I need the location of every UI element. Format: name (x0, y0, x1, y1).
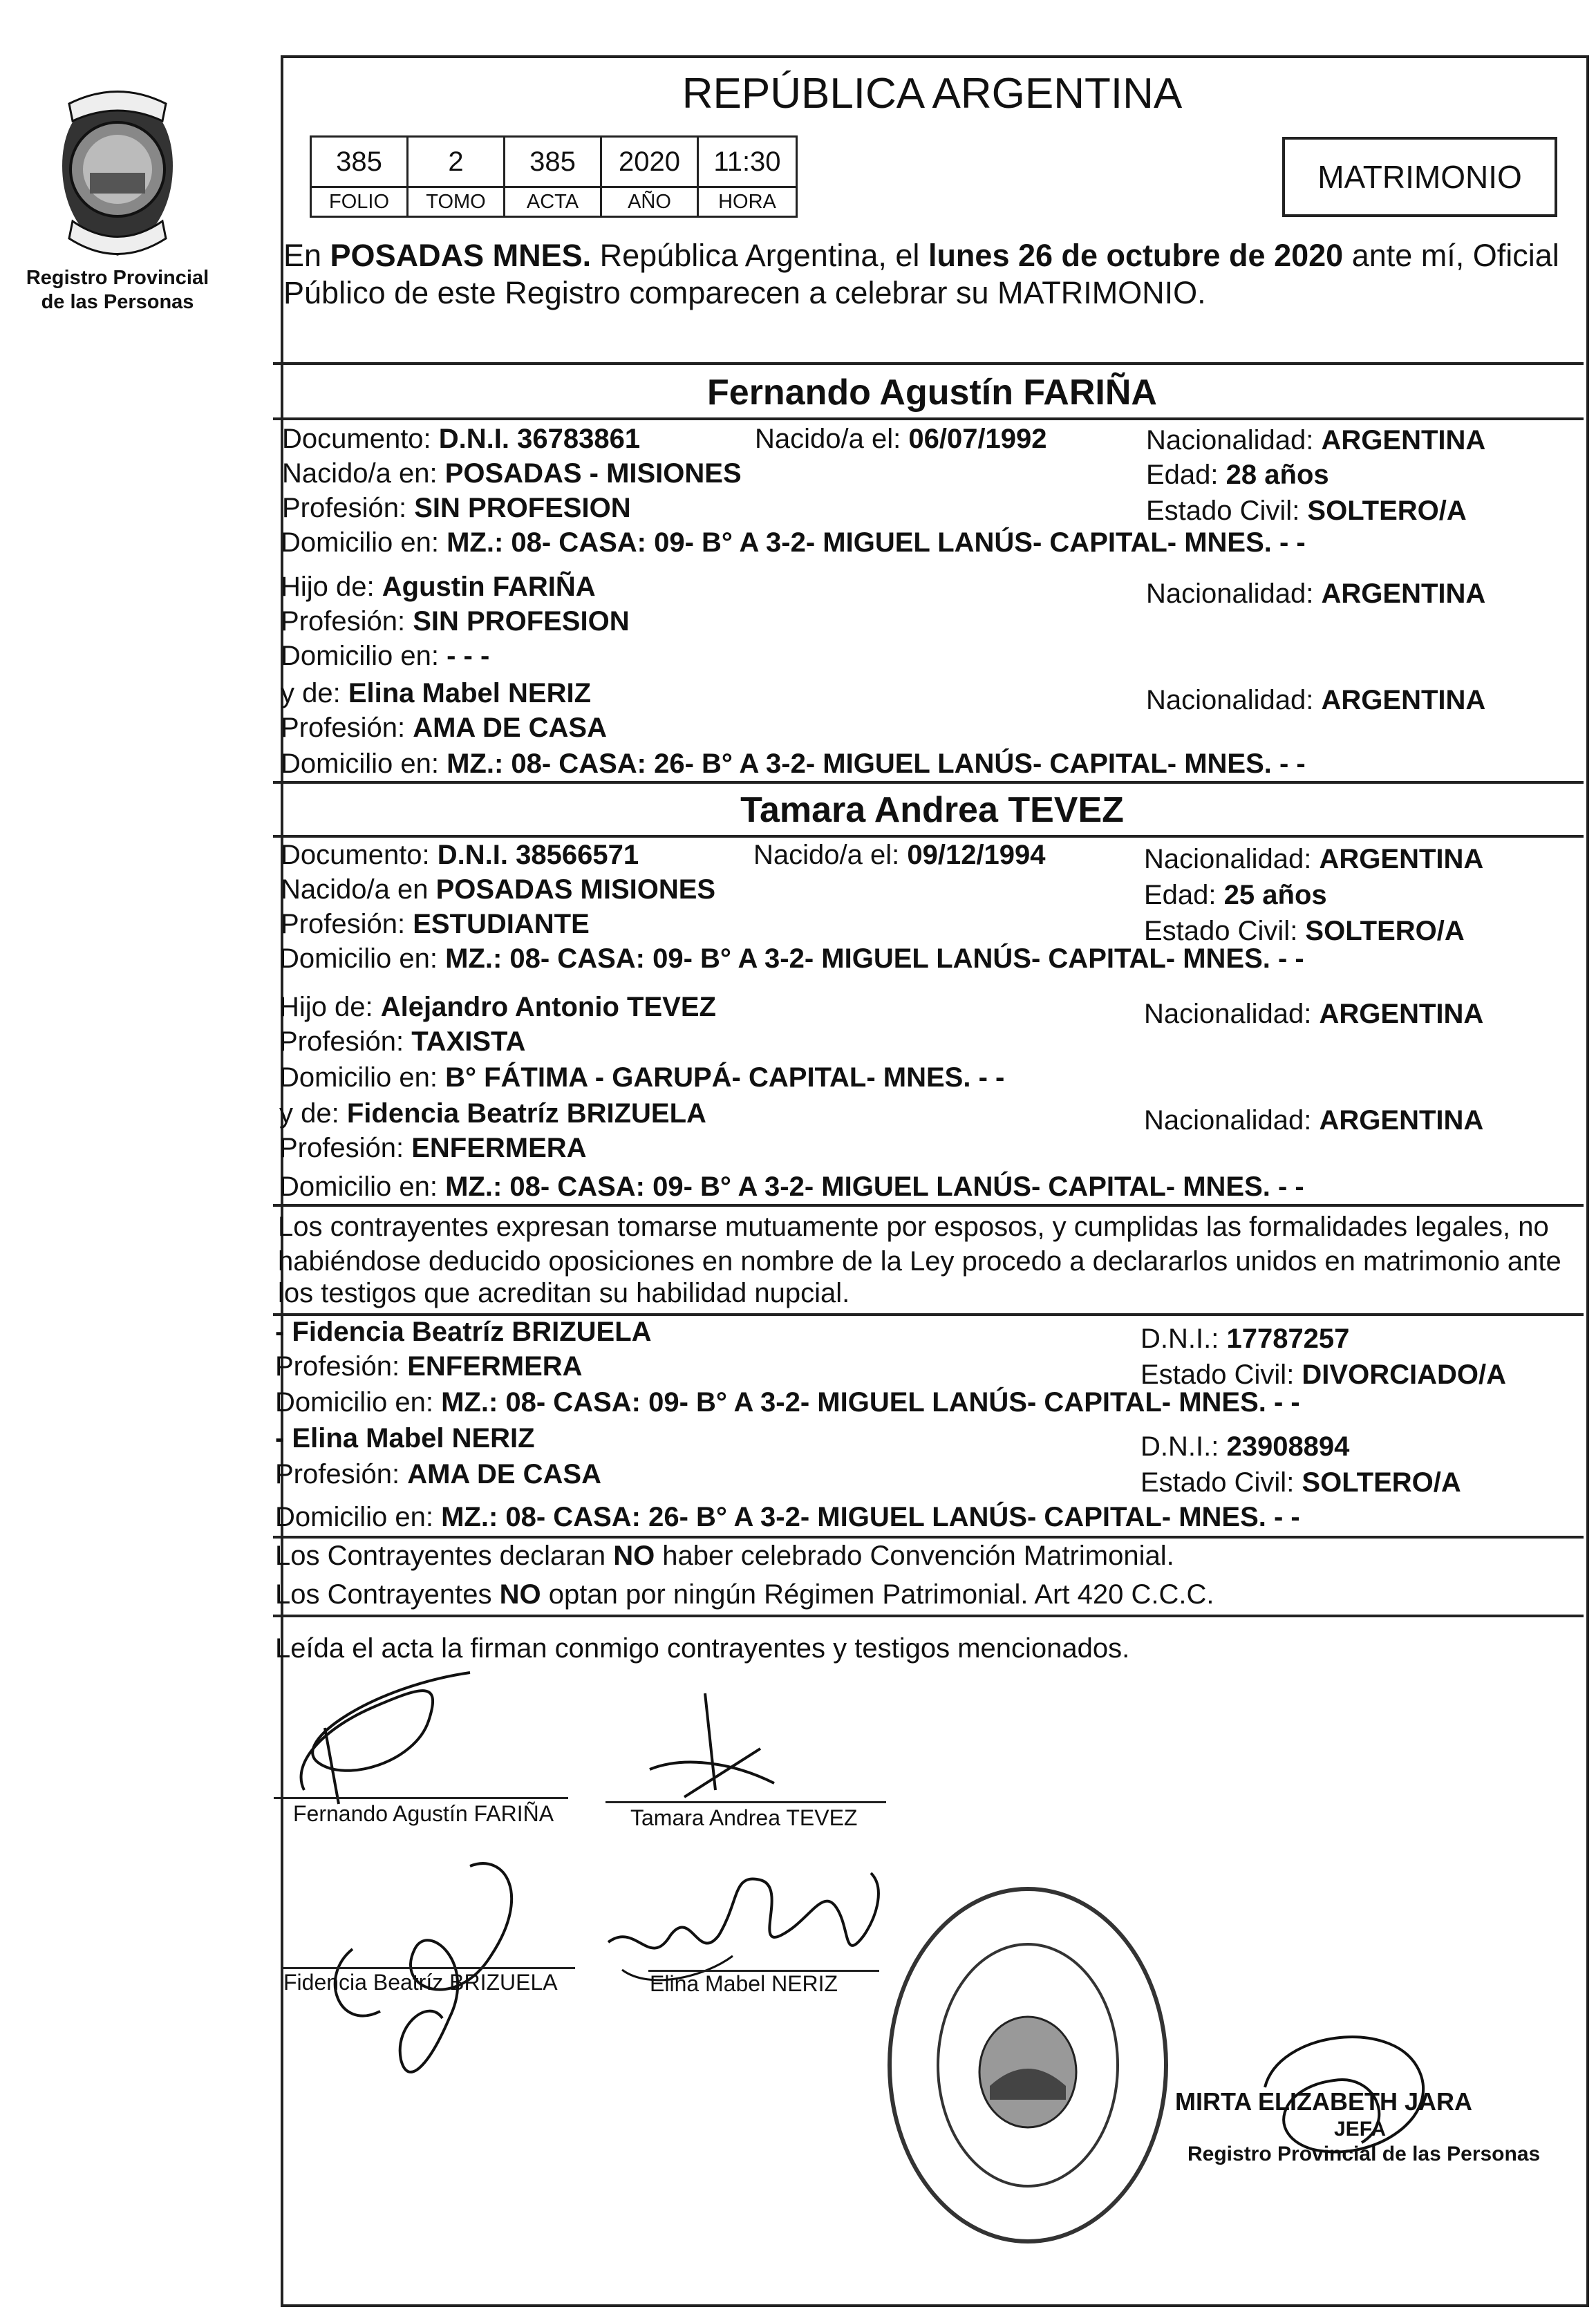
spouse1-birthdate (755, 423, 1047, 455)
signature-label-witness2: Elina Mabel NERIZ (650, 1971, 838, 1996)
hour-label: HORA (718, 191, 776, 213)
spouse1-doc-value: D.N.I. 36783861 (438, 424, 641, 454)
folio-label: FOLIO (328, 191, 389, 213)
spouse1-father-profession (281, 605, 630, 637)
text: optan por ningún Régimen Patrimonial. Art 420 C.C.C. (541, 1579, 1214, 1610)
declaration-line-3: los testigos que acreditan su habilidad nupcial. (278, 1278, 850, 1308)
signature-spouse1-scribble (263, 1645, 567, 1811)
intro-city: POSADAS MNES. (330, 238, 592, 273)
spouse2-birthplace (281, 874, 715, 905)
signature-label-spouse1: Fernando Agustín FARIÑA (293, 1801, 554, 1826)
value: B° FÁTIMA - GARUPÁ- CAPITAL- MNES. - - (445, 1062, 1005, 1093)
emphasis: NO (613, 1541, 655, 1571)
value: SIN PROFESION (413, 606, 630, 637)
acta-label: ACTA (526, 191, 579, 213)
divider (273, 1615, 1584, 1617)
signature-label-spouse2: Tamara Andrea TEVEZ (630, 1805, 858, 1830)
label: Nacionalidad: (1144, 1105, 1320, 1136)
label: Domicilio en: (275, 1502, 442, 1532)
intro-line-2: Público de este Registro comparecen a celebrar su MATRIMONIO. (283, 275, 1206, 310)
registry-caption (21, 266, 214, 314)
spouse2-mother-address (279, 1171, 1304, 1203)
value: MZ.: 08- CASA: 09- B° A 3-2- MIGUEL LANÚS- CAPITAL- MNES. - - (441, 1387, 1300, 1418)
hour-cell (699, 138, 796, 216)
spouse2-father-profession (279, 1026, 525, 1057)
value: ARGENTINA (1321, 685, 1486, 715)
value: ARGENTINA (1319, 1105, 1484, 1136)
emphasis: NO (499, 1579, 541, 1610)
spouse2-mother-value: Fidencia Beatríz BRIZUELA (346, 1098, 706, 1129)
label: Nacionalidad: (1144, 999, 1320, 1029)
spouse2-birthplace-value: POSADAS MISIONES (435, 874, 716, 905)
label: Documento: (281, 840, 438, 870)
spouse2-address-value: MZ.: 08- CASA: 09- B° A 3-2- MIGUEL LANÚS- CAPITAL- MNES. - - (445, 943, 1304, 974)
spouse1-father-value: Agustin FARIÑA (382, 572, 596, 602)
tomo-cell (409, 138, 505, 216)
label: Domicilio en: (279, 943, 446, 974)
document-type: MATRIMONIO (1317, 159, 1522, 195)
spouse2-prof-value: ESTUDIANTE (413, 909, 590, 939)
label: Profesión: (275, 1351, 408, 1382)
spouse2-nationality (1144, 843, 1483, 875)
page-title: REPÚBLICA ARGENTINA (682, 70, 1183, 117)
spouse2-birthdate (753, 839, 1046, 871)
spouse2-mother (279, 1098, 706, 1129)
value: AMA DE CASA (413, 713, 607, 743)
tomo-label: TOMO (426, 191, 486, 213)
spouse1-father (281, 571, 596, 603)
label: Edad: (1144, 880, 1224, 910)
label: Profesión: (282, 493, 415, 523)
spouse1-mother-address (281, 748, 1306, 780)
spouse1-birthplace (282, 458, 742, 489)
witness1-dni (1140, 1323, 1349, 1355)
acta-value: 385 (505, 138, 600, 188)
value: SOLTERO/A (1302, 1467, 1461, 1498)
label: Nacionalidad: (1146, 685, 1322, 715)
label: D.N.I.: (1140, 1431, 1227, 1462)
spouse1-mother (281, 677, 591, 709)
province-seal-logo (41, 83, 194, 270)
value: ENFERMERA (411, 1133, 587, 1163)
spouse1-civil-value: SOLTERO/A (1307, 496, 1467, 526)
label: Profesión: (281, 909, 413, 939)
spouse2-father-nationality (1144, 998, 1483, 1030)
divider (273, 362, 1584, 365)
spouse2-father (279, 991, 716, 1023)
declaration-line-1: Los contrayentes expresan tomarse mutuamente por esposos, y cumplidas las formalidades legales, no (278, 1212, 1549, 1242)
label: Domicilio en: (279, 1172, 446, 1202)
spouse1-address-value: MZ.: 08- CASA: 09- B° A 3-2- MIGUEL LANÚS- CAPITAL- MNES. - - (447, 527, 1306, 558)
spouse1-age-value: 28 años (1226, 460, 1329, 490)
spouse1-nat-value: ARGENTINA (1321, 425, 1486, 455)
value: DIVORCIADO/A (1302, 1360, 1506, 1390)
value: MZ.: 08- CASA: 26- B° A 3-2- MIGUEL LANÚS- CAPITAL- MNES. - - (447, 749, 1306, 779)
spouse2-address (279, 943, 1304, 975)
label: Domicilio en: (279, 1062, 446, 1093)
label: Domicilio en: (281, 527, 447, 558)
officer-office: Registro Provincial de las Personas (1187, 2143, 1541, 2165)
spouse1-profession (282, 492, 631, 524)
value: AMA DE CASA (407, 1459, 601, 1489)
convention-line-1 (275, 1540, 1174, 1572)
intro-text-2: República Argentina, el (591, 238, 928, 273)
spouse2-age-value: 25 años (1223, 880, 1327, 910)
registry-line-2: de las Personas (41, 291, 194, 313)
spouse2-birthdate-value: 09/12/1994 (907, 840, 1046, 870)
label: D.N.I.: (1140, 1324, 1227, 1354)
closing-statement: Leída el acta la firman conmigo contrayentes y testigos mencionados. (275, 1633, 1130, 1664)
spouse2-mother-profession (279, 1132, 587, 1164)
value: TAXISTA (411, 1026, 526, 1057)
spouse1-mother-nationality (1146, 684, 1485, 716)
label: Estado Civil: (1146, 496, 1308, 526)
divider (273, 1536, 1584, 1539)
spouse1-civil-status (1146, 495, 1467, 527)
year-cell (602, 138, 699, 216)
divider (273, 417, 1584, 420)
divider (273, 781, 1584, 784)
label: y de: (279, 1098, 347, 1129)
label: Hijo de: (279, 992, 381, 1022)
intro-text-3: ante mí, Oficial (1343, 238, 1559, 273)
spouse1-birthplace-value: POSADAS - MISIONES (444, 458, 742, 489)
witness1-name: - Fidencia Beatríz BRIZUELA (275, 1317, 652, 1347)
year-value: 2020 (602, 138, 697, 188)
text: haber celebrado Convención Matrimonial. (655, 1541, 1174, 1571)
label: Profesión: (275, 1459, 408, 1489)
spouse2-age (1144, 879, 1327, 911)
value: ENFERMERA (407, 1351, 583, 1382)
spouse1-address (281, 527, 1306, 558)
label: Nacido/a en (281, 874, 436, 905)
value: ARGENTINA (1321, 578, 1486, 609)
label: Nacido/a el: (755, 424, 909, 454)
spouse1-age (1146, 459, 1329, 491)
spouse1-father-address (281, 640, 489, 672)
spouse1-document (282, 423, 640, 455)
intro-text-1: En (283, 238, 330, 273)
witness1-profession (275, 1351, 583, 1382)
witness2-civil-status (1140, 1467, 1461, 1498)
document-type-box (1282, 137, 1557, 217)
signature-witness2-scribble (594, 1859, 899, 2025)
label: Domicilio en: (281, 641, 447, 671)
label: Estado Civil: (1140, 1360, 1302, 1390)
signature-line-spouse1 (274, 1797, 568, 1799)
label: Profesión: (281, 606, 413, 637)
value: MZ.: 08- CASA: 26- B° A 3-2- MIGUEL LANÚS- CAPITAL- MNES. - - (441, 1502, 1300, 1532)
signature-line-spouse2 (605, 1801, 886, 1803)
intro-line-1 (283, 238, 1559, 274)
label: Nacionalidad: (1146, 425, 1322, 455)
folio-value: 385 (312, 138, 406, 188)
record-number-table (310, 135, 798, 218)
label: Domicilio en: (281, 749, 447, 779)
intro-date: lunes 26 de octubre de 2020 (928, 238, 1344, 273)
spouse2-profession (281, 908, 590, 940)
label: Hijo de: (281, 572, 382, 602)
label: y de: (281, 678, 348, 708)
spouse1-mother-profession (281, 712, 607, 744)
value: 17787257 (1226, 1324, 1350, 1354)
spouse2-father-value: Alejandro Antonio TEVEZ (380, 992, 716, 1022)
witness2-dni (1140, 1431, 1349, 1462)
value: - - - (447, 641, 490, 671)
tomo-value: 2 (409, 138, 503, 188)
spouse1-mother-value: Elina Mabel NERIZ (348, 678, 592, 708)
spouse1-name: Fernando Agustín FARIÑA (707, 373, 1157, 413)
divider (273, 835, 1584, 838)
value: MZ.: 08- CASA: 09- B° A 3-2- MIGUEL LANÚS- CAPITAL- MNES. - - (445, 1172, 1304, 1202)
witness2-address (275, 1501, 1300, 1533)
official-registry-stamp (879, 1879, 1176, 2252)
label: Profesión: (279, 1026, 412, 1057)
label: Documento: (282, 424, 439, 454)
spouse1-father-nationality (1146, 578, 1485, 610)
hour-value: 11:30 (699, 138, 796, 188)
signature-spouse2-scribble (622, 1686, 802, 1811)
spouse2-document (281, 839, 639, 871)
label: Profesión: (279, 1133, 412, 1163)
label: Profesión: (281, 713, 413, 743)
signature-label-witness1: Fidencia Beatríz BRIZUELA (283, 1970, 558, 1995)
label: Estado Civil: (1140, 1467, 1302, 1498)
year-label: AÑO (628, 191, 671, 213)
label: Edad: (1146, 460, 1226, 490)
registry-line-1: Registro Provincial (26, 267, 209, 289)
folio-cell (312, 138, 409, 216)
label: Nacido/a en: (282, 458, 445, 489)
spouse2-doc-value: D.N.I. 38566571 (437, 840, 639, 870)
declaration-line-2: habiéndose deducido oposiciones en nombre de la Ley procedo a declararlos unidos en matrimonio ante (278, 1246, 1561, 1277)
spouse2-father-address (279, 1062, 1004, 1093)
spouse2-name: Tamara Andrea TEVEZ (740, 790, 1124, 830)
label: Nacionalidad: (1144, 844, 1320, 874)
officer-role: JEFA (1334, 2118, 1387, 2141)
convention-line-2 (275, 1579, 1214, 1610)
spouse1-nationality (1146, 424, 1485, 456)
officer-name: MIRTA ELIZABETH JARA (1175, 2087, 1472, 2116)
spouse1-prof-value: SIN PROFESION (414, 493, 631, 523)
label: Domicilio en: (275, 1387, 442, 1418)
spouse1-birthdate-value: 06/07/1992 (908, 424, 1047, 454)
text: Los Contrayentes declaran (275, 1541, 614, 1571)
witness1-address (275, 1386, 1300, 1418)
acta-cell (505, 138, 602, 216)
label: Nacido/a el: (753, 840, 908, 870)
divider (273, 1204, 1584, 1207)
spouse2-mother-nationality (1144, 1104, 1483, 1136)
spouse2-nat-value: ARGENTINA (1319, 844, 1484, 874)
text: Los Contrayentes (275, 1579, 500, 1610)
label: Estado Civil: (1144, 916, 1306, 946)
spouse2-civil-value: SOLTERO/A (1305, 916, 1465, 946)
witness2-name: - Elina Mabel NERIZ (275, 1423, 535, 1454)
label: Nacionalidad: (1146, 578, 1322, 609)
signature-line-witness1 (281, 1967, 575, 1969)
witness2-profession (275, 1458, 601, 1490)
value: 23908894 (1226, 1431, 1350, 1462)
value: ARGENTINA (1319, 999, 1484, 1029)
